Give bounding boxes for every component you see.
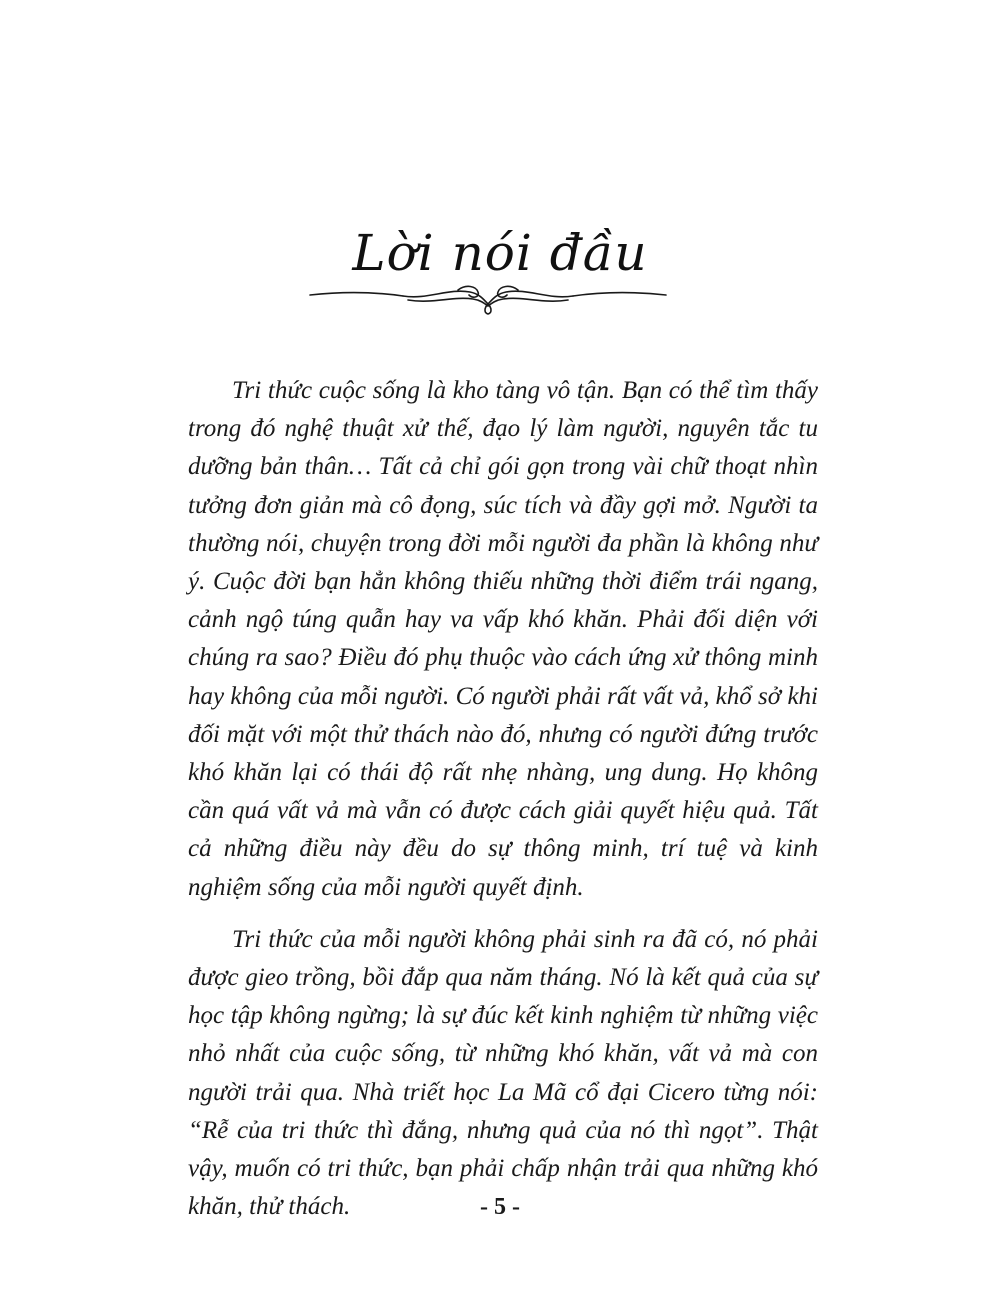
foreword-body	[188, 372, 818, 1226]
page-title: Lời nói đầu	[352, 224, 648, 282]
page-number: - 5 -	[480, 1194, 520, 1220]
paragraph-1: Tri thức cuộc sống là kho tàng vô tận. Bạn có thể tìm thấy trong đó nghệ thuật xử thế, đạo lý làm người, nguyên tắc tu dưỡng bản thân… Tất cả chỉ gói gọn trong vài chữ thoạt nhìn tưởng đơn giản mà cô đọng, súc tích và đầy gợi mở. Người ta thường nói, chuyện trong đời mỗi người đa phần là không như ý. Cuộc đời bạn hẳn không thiếu những thời điểm trái ngang, cảnh ngộ túng quẫn hay va vấp khó khăn. Phải đối diện với chúng ra sao? Điều đó phụ thuộc vào cách ứng xử thông minh hay không của mỗi người. Có người phải rất vất vả, khổ sở khi đối mặt với một thử thách nào đó, nhưng có người đứng trước khó khăn lại có thái độ rất nhẹ nhàng, ung dung. Họ không cần quá vất vả mà vẫn có được cách giải quyết hiệu quả. Tất cả những điều này đều do sự thông minh, trí tuệ và kinh nghiệm sống của mỗi người quyết định.	[188, 377, 818, 901]
paragraph-2: Tri thức của mỗi người không phải sinh ra đã có, nó phải được gieo trồng, bồi đắp qua năm tháng. Nó là kết quả của sự học tập không ngừng; là sự đúc kết kinh nghiệm từ những việc nhỏ nhất của cuộc sống, từ những khó khăn, vất vả mà con người trải qua. Nhà triết học La Mã cổ đại Cicero từng nói: “Rễ của tri thức thì đắng, nhưng quả của nó thì ngọt”. Thật vậy, muốn có tri thức, bạn phải chấp nhận trải qua những khó khăn, thử thách.	[188, 925, 818, 1221]
swirl-divider-ornament	[308, 282, 668, 318]
